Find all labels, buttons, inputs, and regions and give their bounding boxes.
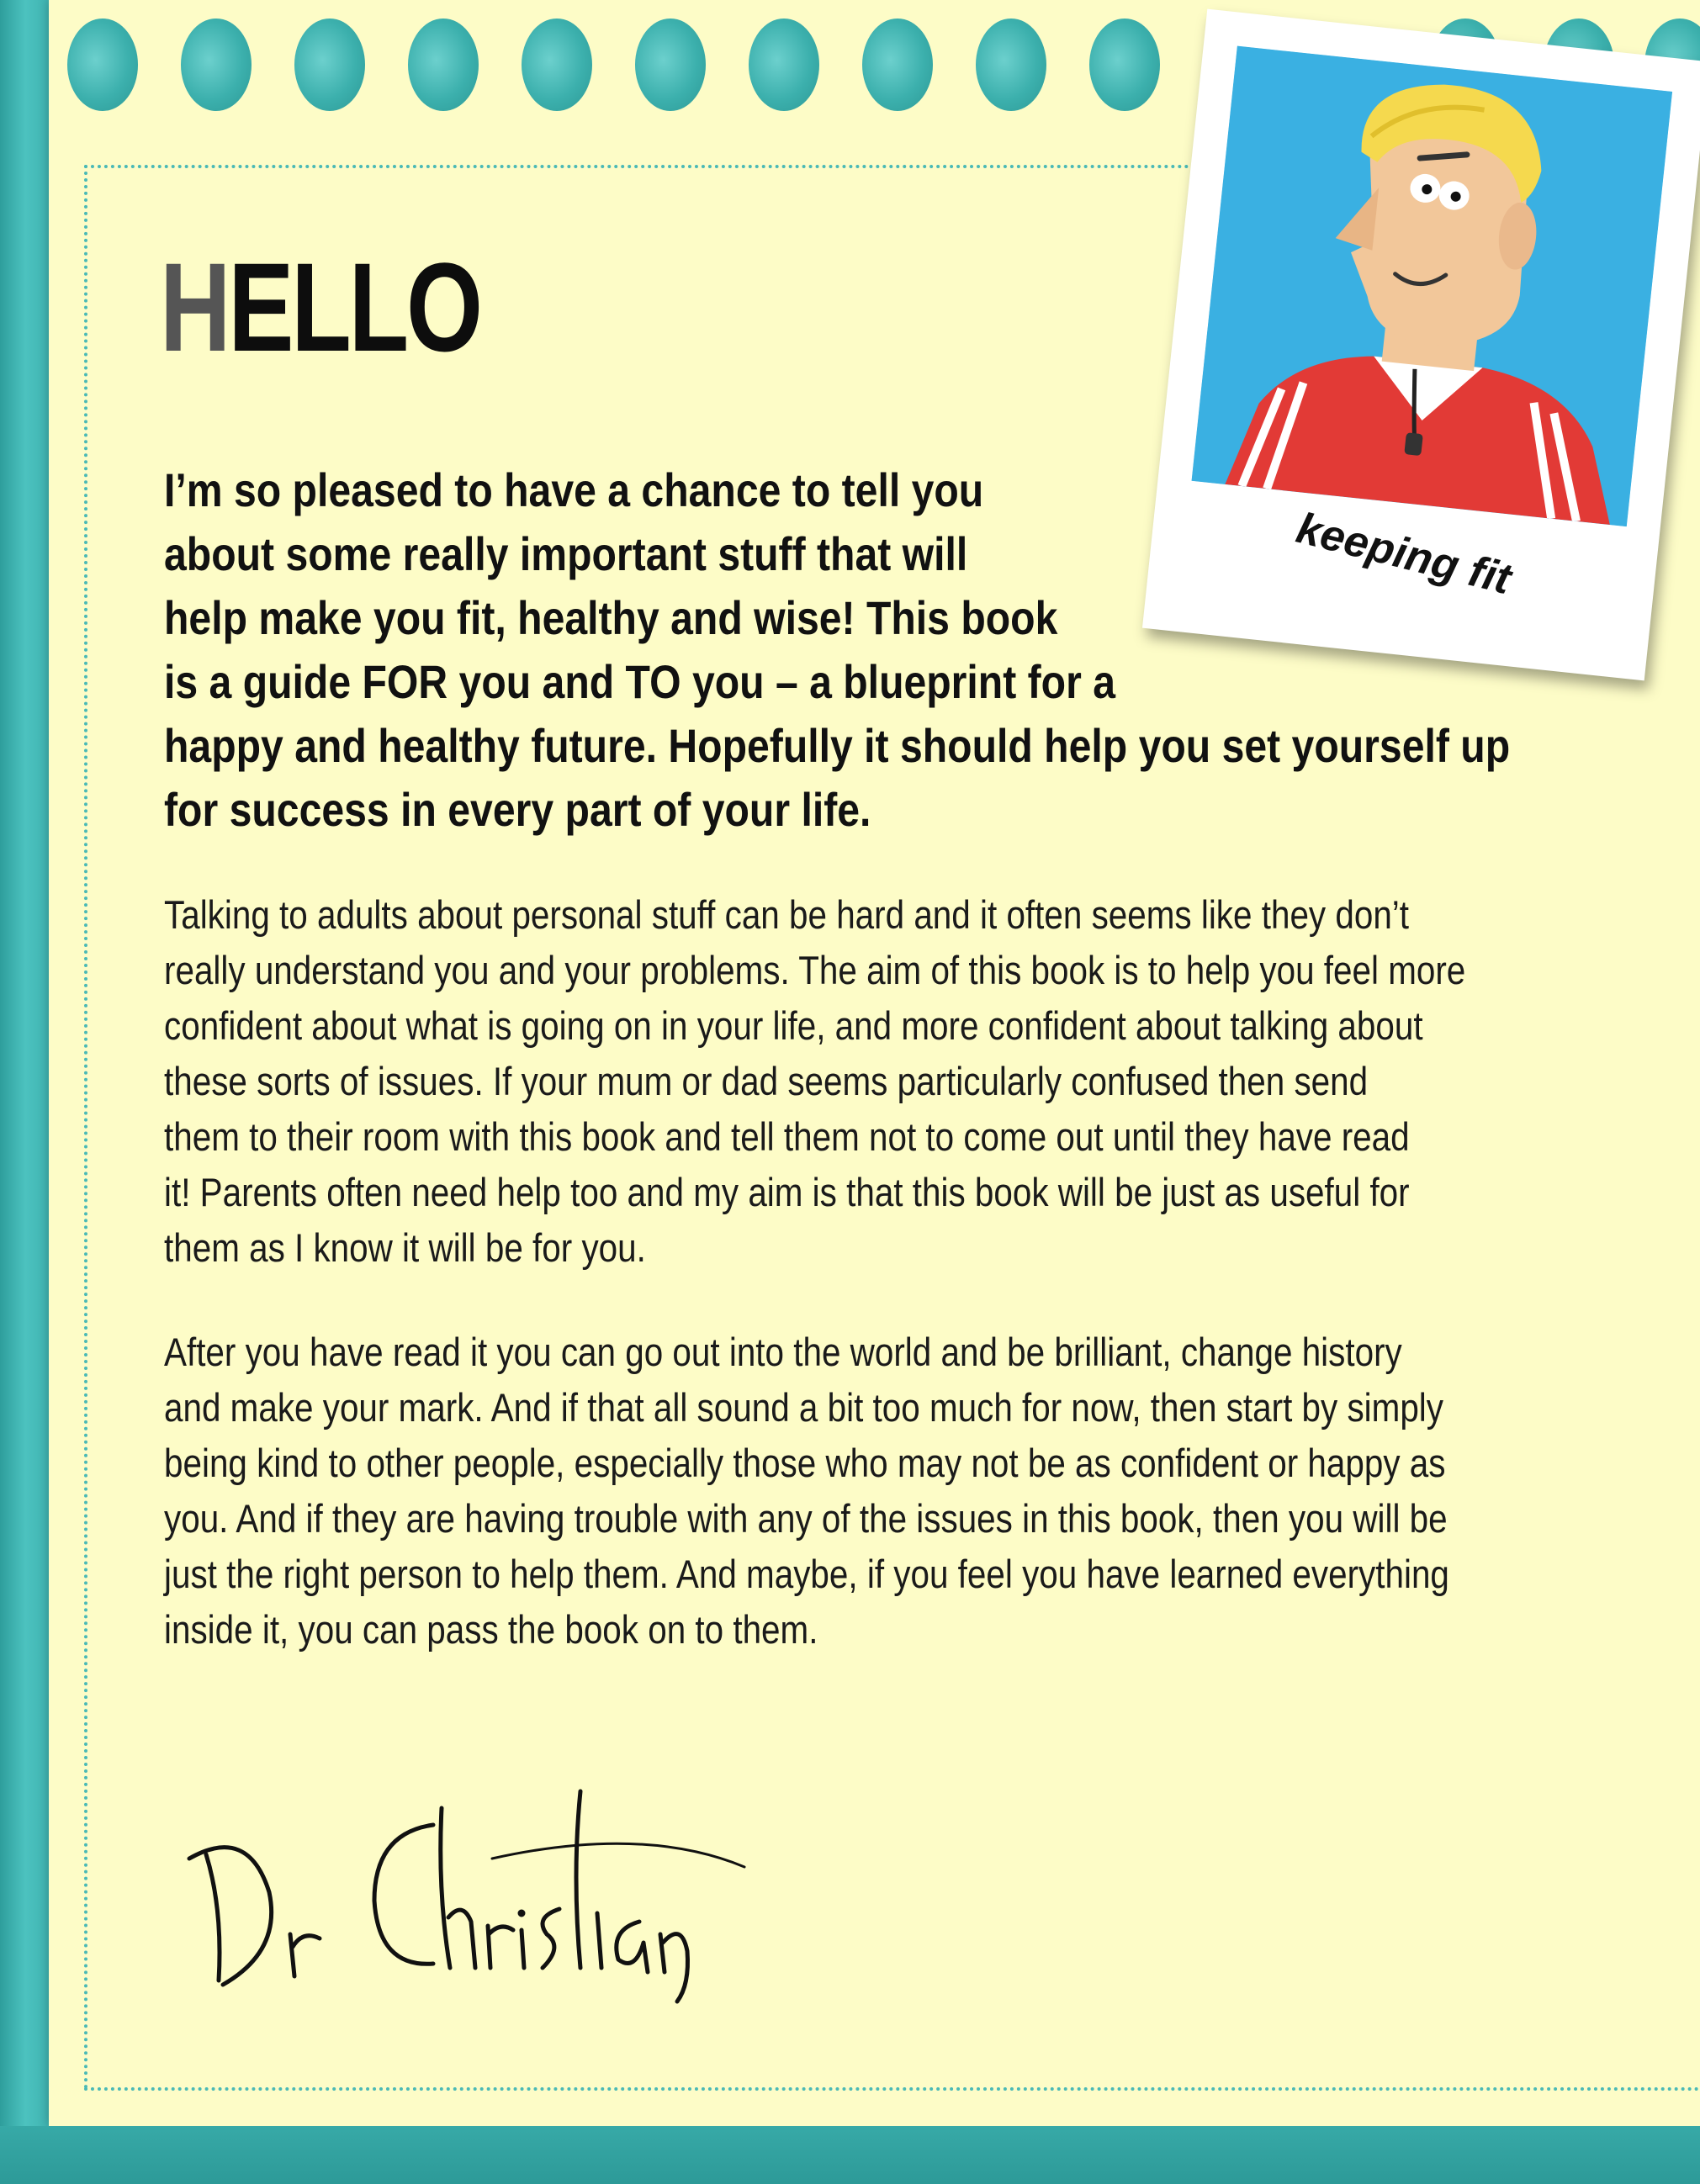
binder-hole (1089, 19, 1160, 111)
binder-hole (408, 19, 479, 111)
title-first-letter: H (160, 236, 229, 378)
body-paragraph-2 (164, 1325, 1586, 1658)
cartoon-man-illustration (1192, 46, 1673, 527)
intro-line: help make you fit, healthy and wise! This book (164, 591, 1058, 644)
intro-line: is a guide FOR you and TO you – a blueprint for a (164, 655, 1116, 708)
paragraph-line: these sorts of issues. If your mum or dad seems particularly confused then send (164, 1059, 1369, 1103)
handwritten-signature (172, 1774, 778, 2027)
paragraph-line: them as I know it will be for you. (164, 1225, 646, 1270)
paragraph-line: really understand you and your problems. The aim of this book is to help you feel more (164, 948, 1466, 992)
bottom-teal-strip (0, 2126, 1700, 2184)
intro-line: happy and healthy future. Hopefully it should help you set yourself up (164, 719, 1511, 772)
paragraph-line: being kind to other people, especially those who may not be as confident or happy as (164, 1441, 1446, 1485)
photo-caption: keeping fit (1291, 504, 1517, 605)
paragraph-line: you. And if they are having trouble with any of the issues in this book, then you will be (164, 1496, 1448, 1541)
intro-line: about some really important stuff that will (164, 527, 968, 580)
paragraph-line: confident about what is going on in your life, and more confident about talking about (164, 1003, 1423, 1048)
signature (172, 1774, 778, 2027)
paragraph-line: and make your mark. And if that all sound a bit too much for now, then start by simply (164, 1385, 1444, 1430)
binder-hole (976, 19, 1046, 111)
binder-hole (294, 19, 365, 111)
polaroid-photo (1142, 9, 1700, 681)
page-title (160, 236, 480, 378)
intro-line: I’m so pleased to have a chance to tell you (164, 463, 984, 516)
binder-hole (67, 19, 138, 111)
paragraph-line: just the right person to help them. And maybe, if you feel you have learned everything (164, 1552, 1449, 1596)
intro-line: for success in every part of your life. (164, 783, 871, 836)
paragraph-line: Talking to adults about personal stuff can be hard and it often seems like they don’t (164, 892, 1410, 937)
paragraph-line: it! Parents often need help too and my aim is that this book will be just as useful for (164, 1170, 1410, 1214)
paragraph-line: After you have read it you can go out into the world and be brilliant, change history (164, 1330, 1402, 1374)
binder-hole (181, 19, 252, 111)
binder-hole (635, 19, 706, 111)
paragraph-line: them to their room with this book and tell them not to come out until they have read (164, 1114, 1410, 1159)
binder-hole (862, 19, 933, 111)
binder-hole (522, 19, 592, 111)
title-rest: ELLO (228, 236, 480, 378)
cartoon-portrait (1192, 46, 1673, 527)
binder-hole (749, 19, 819, 111)
body-paragraph-1 (164, 887, 1586, 1276)
paragraph-line: inside it, you can pass the book on to them. (164, 1607, 818, 1652)
